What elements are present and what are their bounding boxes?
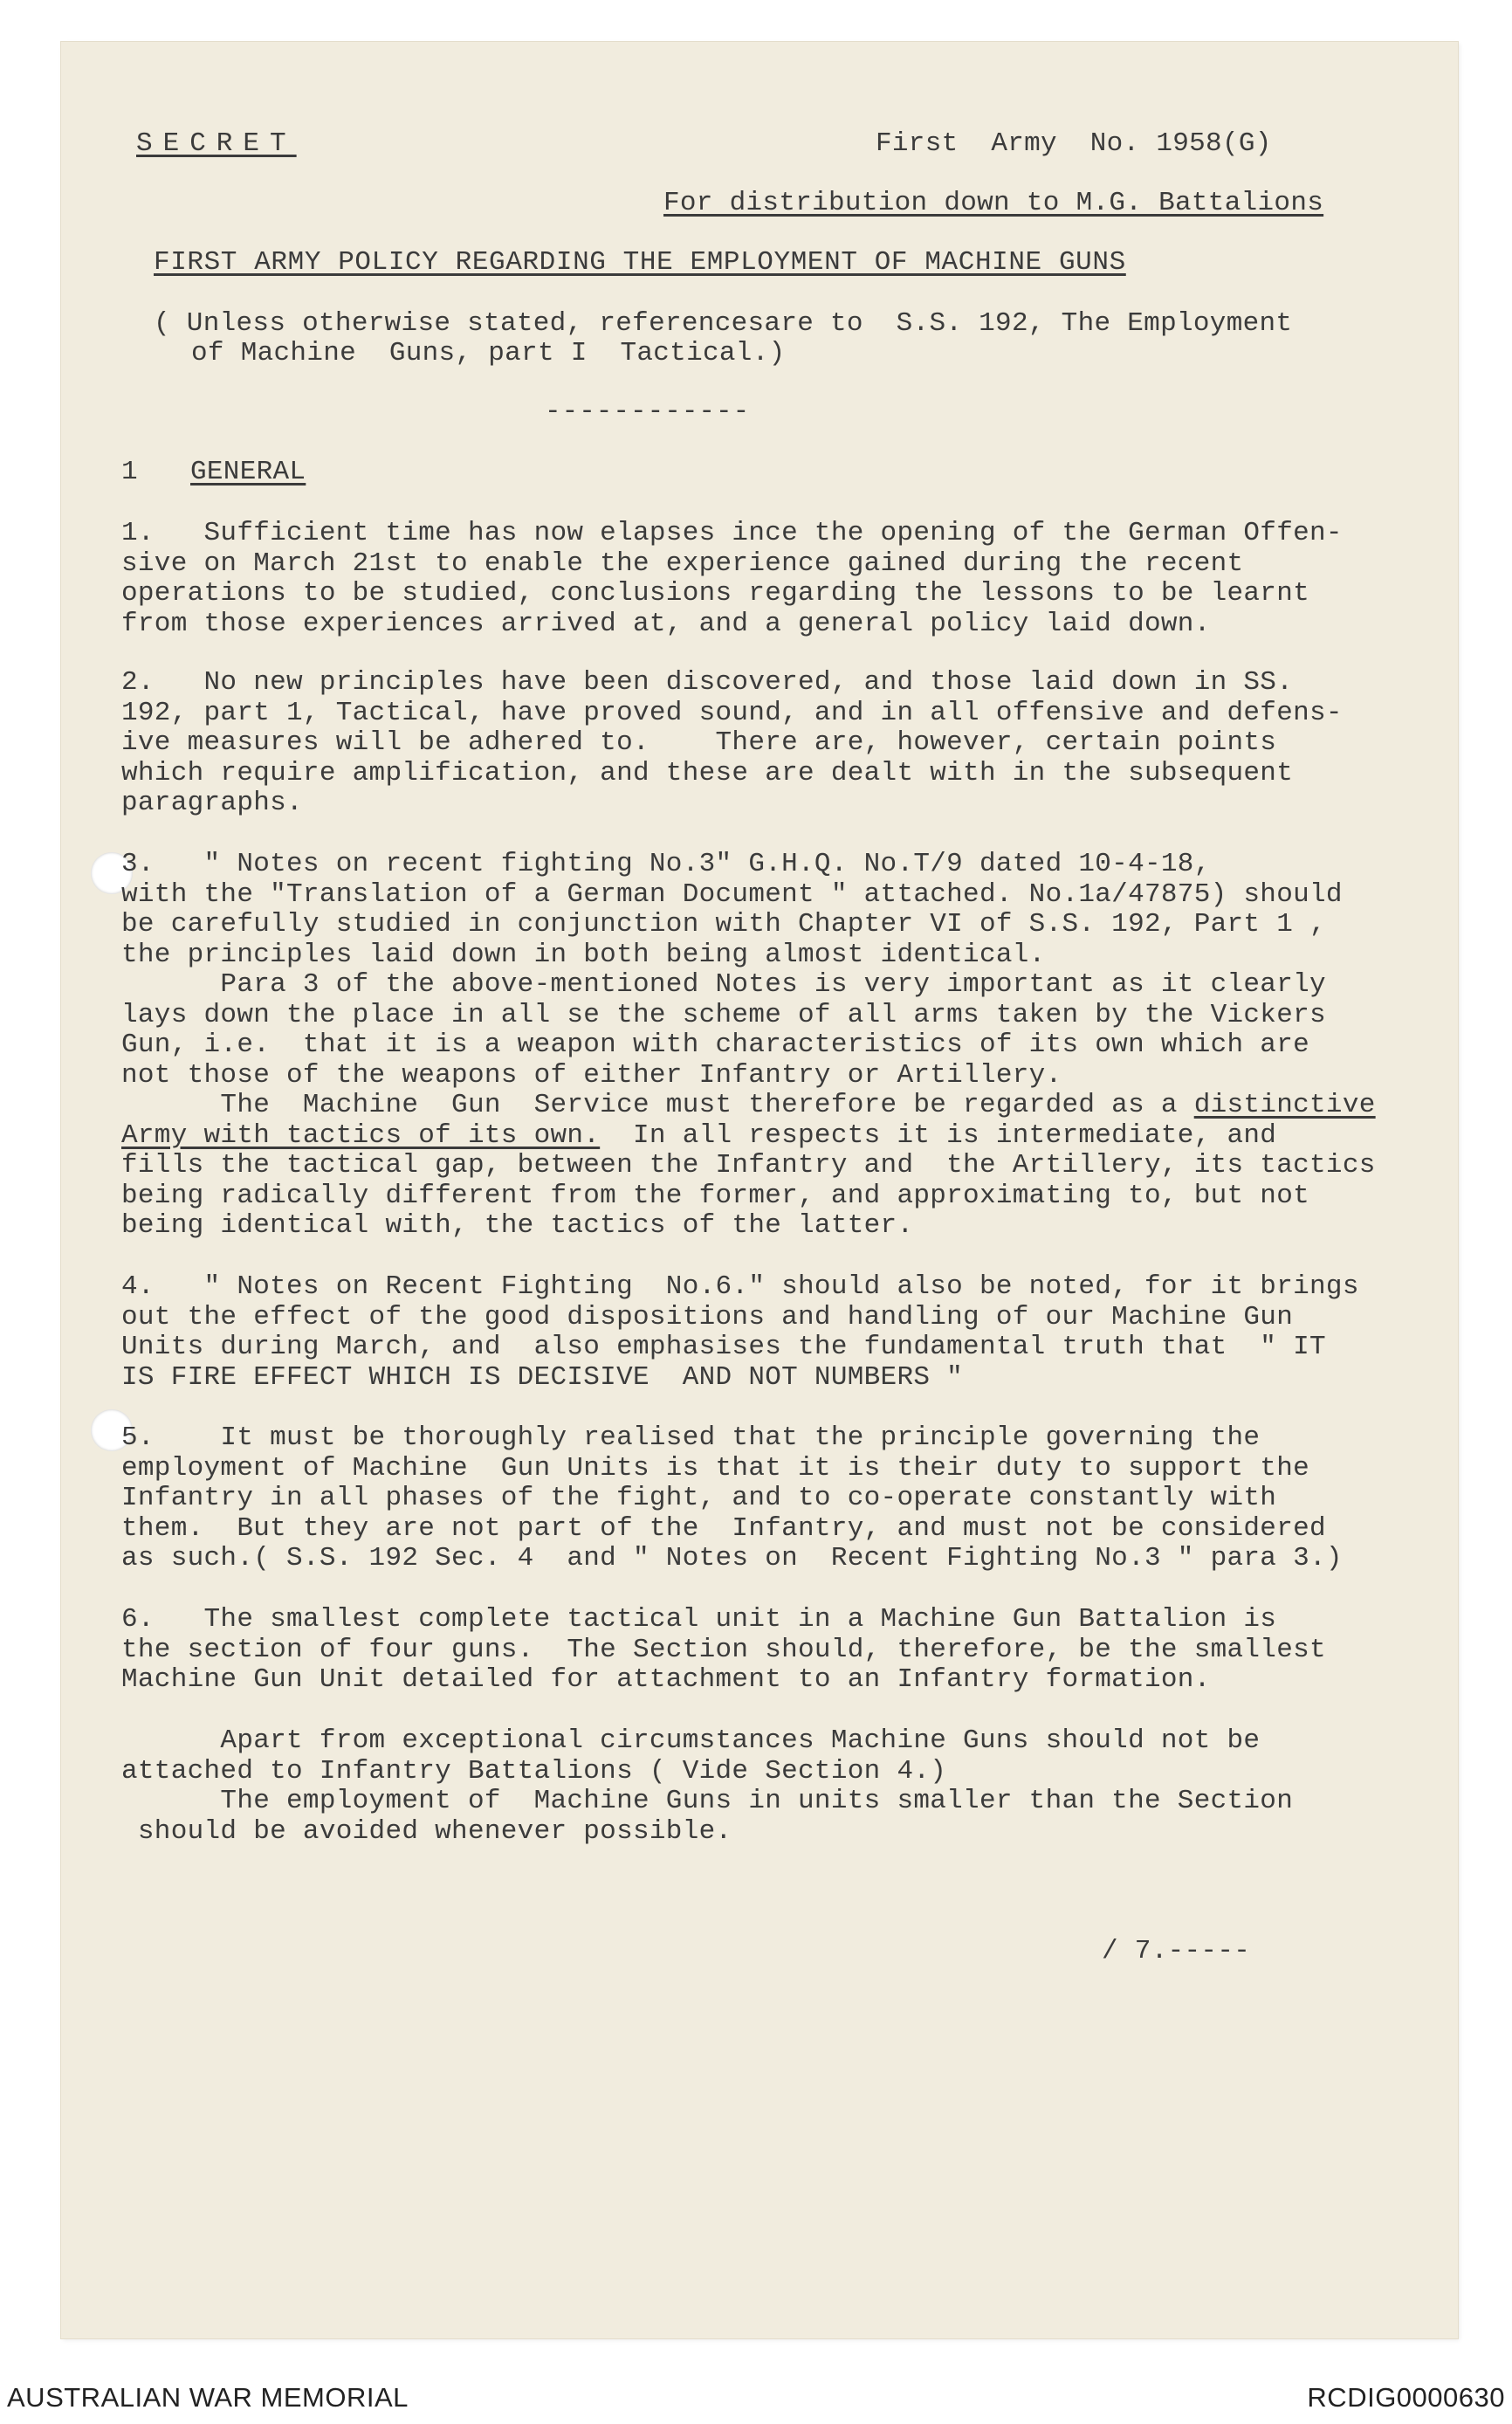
paragraph-3-line-6: lays down the place in all se the scheme of all arms taken by the Vickers [121,999,1326,1030]
paragraph-4-line-3: Units during March, and also emphasises the fundamental truth that " IT [121,1332,1326,1362]
paragraph-5-line-5: as such.( S.S. 192 Sec. 4 and " Notes on Recent Fighting No.3 " para 3.) [121,1543,1343,1574]
paragraph-5-line-2: employment of Machine Gun Units is that it is their duty to support the [121,1452,1310,1484]
reference-note-line-1: ( Unless otherwise stated, referencesare to S.S. 192, The Employment [154,308,1293,339]
paragraph-5-line-1: 5. It must be thoroughly realised that the principle governing the [121,1422,1261,1453]
paragraph-3-line-5: Para 3 of the above-mentioned Notes is very important as it clearly [121,969,1326,1000]
paragraph-3-line-10 [121,1121,1276,1152]
paragraph-3-line-2: with the "Translation of a German Document " attached. No.1a/47875) should [121,878,1343,910]
paragraph-7-line-1: Apart from exceptional circumstances Machine Guns should not be [121,1725,1261,1756]
paragraph-4-line-4: IS FIRE EFFECT WHICH IS DECISIVE AND NOT NUMBERS " [121,1361,964,1393]
divider-dashes: ------------ [545,396,751,427]
secret-marking: SECRET [136,128,297,159]
paragraph-2-line-3: ive measures will be adhered to. There are, however, certain points [121,727,1277,758]
footer-source-label: AUSTRALIAN WAR MEMORIAL [7,2382,409,2413]
underlined-distinctive: distinctive [1193,1090,1376,1120]
continuation-marker: / 7.----- [1102,1936,1251,1966]
footer-image-id: RCDIG0000630 [1307,2382,1505,2413]
distribution-line: For distribution down to M.G. Battalions [663,188,1324,218]
paragraph-2-line-1: 2. No new principles have been discovered, and those laid down in SS. [121,667,1294,698]
reference-note-line-2: of Machine Guns, part I Tactical.) [191,338,786,368]
army-reference-number: First Army No. 1958(G) [876,128,1272,159]
paragraph-7-line-4: should be avoided whenever possible. [121,1815,732,1847]
paragraph-7-line-3: The employment of Machine Guns in units smaller than the Section [121,1786,1294,1816]
paragraph-2-line-5: paragraphs. [121,788,303,818]
paragraph-3-line-7: Gun, i.e. that it is a weapon with characteristics of its own which are [121,1030,1310,1060]
paragraph-1-line-4: from those experiences arrived at, and a general policy laid down. [121,608,1211,639]
paragraph-3-line-8: not those of the weapons of either Infantry or Artillery. [121,1059,1062,1091]
paragraph-3-line-9-text: The Machine Gun Service must therefore be regarded as a [121,1090,1194,1120]
paragraph-4-line-1: 4. " Notes on Recent Fighting No.6." should also be noted, for it brings [121,1271,1359,1302]
paragraph-1-line-1: 1. Sufficient time has now elapses ince the opening of the German Offen- [121,518,1343,548]
paragraph-6-line-1: 6. The smallest complete tactical unit in a Machine Gun Battalion is [121,1604,1277,1635]
paragraph-6-line-2: the section of four guns. The Section should, therefore, be the smallest [121,1634,1326,1665]
underlined-army-with-tactics: Army with tactics of its own. [121,1119,601,1151]
paragraph-7-line-2: attached to Infantry Battalions ( Vide Section 4.) [121,1755,947,1787]
paragraph-5-line-4: them. But they are not part of the Infantry, and must not be considered [121,1512,1326,1544]
paragraph-3-line-9 [121,1091,1376,1121]
paragraph-6-line-3: Machine Gun Unit detailed for attachment to an Infantry formation. [121,1664,1211,1695]
paragraph-3-line-3: be carefully studied in conjunction with Chapter VI of S.S. 192, Part 1 , [121,909,1326,940]
paragraph-4-line-2: out the effect of the good dispositions and handling of our Machine Gun [121,1301,1294,1333]
section-number: 1 [121,457,138,487]
paragraph-3-line-1: 3. " Notes on recent fighting No.3" G.H.Q. No.T/9 dated 10-4-18, [121,849,1211,879]
paragraph-5-line-3: Infantry in all phases of the fight, and to co-operate constantly with [121,1483,1277,1513]
paragraph-3-line-4: the principles laid down in both being almost identical. [121,939,1046,970]
paragraph-1-line-2: sive on March 21st to enable the experience gained during the recent [121,547,1244,579]
paragraph-3-line-11: fills the tactical gap, between the Infantry and the Artillery, its tactics [121,1150,1376,1181]
paragraph-3-line-13: being identical with, the tactics of the latter. [121,1210,914,1241]
paragraph-3-line-10-text: In all respects it is intermediate, and [600,1119,1277,1151]
paragraph-3-line-12: being radically different from the former, and approximating to, but not [121,1180,1310,1211]
paragraph-2-line-4: which require amplification, and these are dealt with in the subsequent [121,757,1294,788]
paragraph-2-line-2: 192, part 1, Tactical, have proved sound, and in all offensive and defens- [121,697,1343,728]
paragraph-1-line-3: operations to be studied, conclusions regarding the lessons to be learnt [121,578,1310,609]
page-title: FIRST ARMY POLICY REGARDING THE EMPLOYMENT OF MACHINE GUNS [154,247,1126,278]
section-heading: GENERAL [190,457,306,487]
